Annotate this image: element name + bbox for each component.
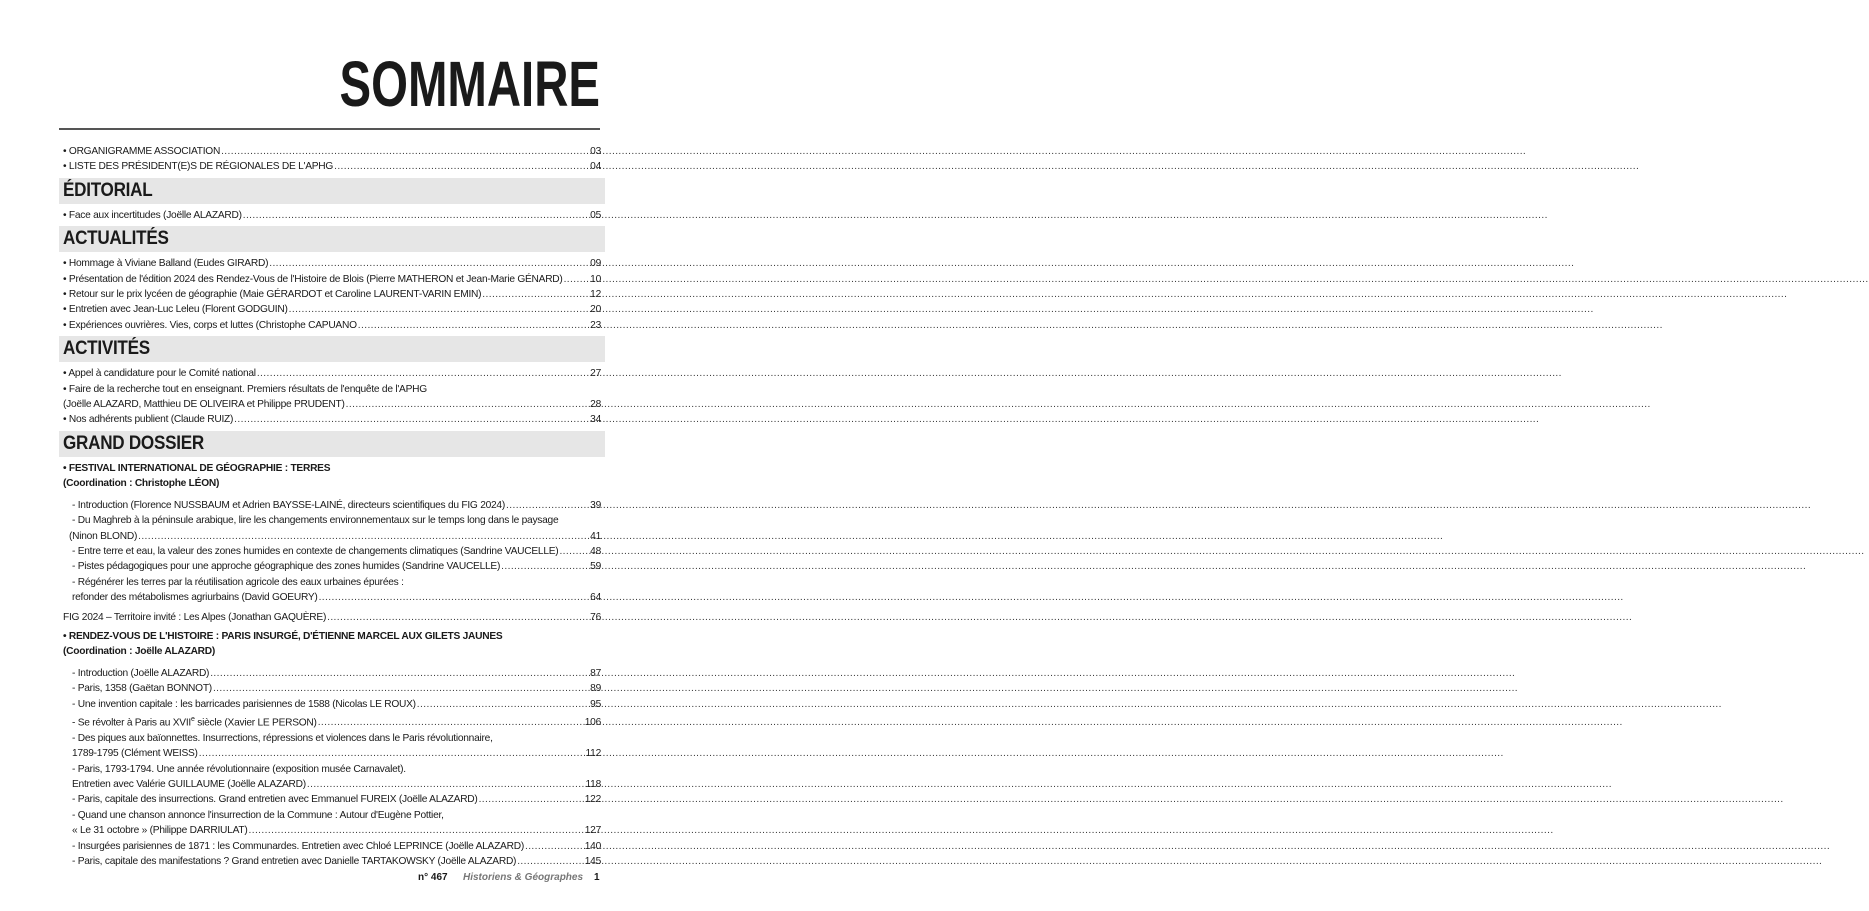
entry-title: • Appel à candidature pour le Comité national (63, 368, 256, 380)
toc-entry[interactable] (72, 854, 601, 869)
entry-page: 64 (590, 592, 601, 604)
entry-title: • Hommage à Viviane Balland (Eudes GIRARD) (63, 258, 269, 270)
entry-title-line[interactable]: - Du Maghreb à la péninsule arabique, lire les changements environnementaux sur le temps long dans le paysage (72, 515, 559, 527)
entry-title: • Retour sur le prix lycéen de géographie (Maie GÉRARDOT et Caroline LAURENT-VARIN EMIN) (63, 289, 482, 301)
entry-page: 112 (585, 748, 601, 760)
entry-title (72, 712, 317, 731)
entry-title: - Introduction (Joëlle ALAZARD) (72, 667, 210, 679)
toc-entry[interactable] (72, 681, 601, 696)
entry-page: 27 (590, 368, 601, 380)
toc-entry[interactable] (63, 302, 601, 317)
dossier-title[interactable]: • RENDEZ-VOUS DE L'HISTOIRE : PARIS INSURGÉ, D'ÉTIENNE MARCEL AUX GILETS JAUNES (63, 630, 503, 642)
leader-dots (243, 208, 589, 223)
entry-page: 34 (590, 414, 601, 426)
toc-entry[interactable] (72, 777, 601, 792)
toc-entry[interactable] (72, 792, 601, 807)
leader-dots (199, 746, 585, 761)
publication-name: Historiens & Géographes (463, 872, 584, 883)
entry-page: 118 (585, 778, 601, 790)
entry-title: FIG 2024 – Territoire invité : Les Alpes (Jonathan GAQUÈRE) (63, 611, 327, 623)
entry-title: « Le 31 octobre » (Philippe DARRIULAT) (72, 825, 248, 837)
toc-entry[interactable] (69, 529, 601, 544)
entry-page: 20 (590, 304, 601, 316)
entry-title: • Présentation de l'édition 2024 des Rendez-Vous de l'Histoire de Blois (Pierre MATHERON et Jean-Marie GÉNARD) (63, 273, 563, 285)
leader-dots (506, 498, 589, 513)
toc-entry[interactable] (72, 666, 601, 681)
leader-dots (417, 697, 589, 712)
entry-page: 89 (590, 683, 601, 695)
entry-page: 127 (584, 825, 601, 837)
leader-dots (517, 854, 584, 869)
entry-title: • Expériences ouvrières. Vies, corps et luttes (Christophe CAPUANO (63, 319, 357, 331)
entry-page: 95 (590, 698, 601, 710)
section-heading-actualites (59, 226, 605, 252)
section-heading-text: ACTIVITÉS (63, 338, 150, 360)
toc-entry[interactable] (63, 366, 601, 381)
entry-page: 05 (590, 209, 601, 221)
section-heading-text: ÉDITORIAL (63, 179, 153, 201)
leader-dots (138, 529, 589, 544)
leader-dots (307, 777, 585, 792)
entry-title: • LISTE DES PRÉSIDENT(E)S DE RÉGIONALES DE L'APHG (63, 161, 334, 173)
entry-title-part: siècle (Xavier LE PERSON) (194, 717, 317, 729)
toc-entry[interactable] (72, 590, 601, 605)
leader-dots (221, 144, 589, 159)
entry-title: refonder des métabolismes agriurbains (David GOEURY) (72, 592, 318, 604)
entry-page: 76 (590, 611, 601, 623)
toc-entry[interactable] (63, 272, 601, 287)
table-of-contents (63, 144, 601, 869)
entry-title: - Paris, capitale des insurrections. Grand entretien avec Emmanuel FUREIX (Joëlle ALAZARD) (72, 794, 478, 806)
issue-number: n° 467 (418, 872, 448, 883)
entry-title: - Insurgées parisiennes de 1871 : les Communardes. Entretien avec Chloé LEPRINCE (Joëlle ALAZARD) (72, 840, 524, 852)
toc-entry[interactable] (63, 256, 601, 271)
dossier-title[interactable]: • FESTIVAL INTERNATIONAL DE GÉOGRAPHIE : TERRES (63, 462, 331, 474)
entry-title: - Paris, 1358 (Gaëtan BONNOT) (72, 683, 212, 695)
entry-title: • Nos adhérents publient (Claude RUIZ) (63, 414, 234, 426)
leader-dots (358, 318, 589, 333)
entry-title-line[interactable]: • Faire de la recherche tout en enseignant. Premiers résultats de l'enquête de l'APHG (63, 383, 427, 395)
entry-page: 106 (584, 717, 601, 729)
toc-entry[interactable] (63, 610, 601, 625)
toc-entry[interactable] (63, 397, 601, 412)
leader-dots (213, 681, 589, 696)
section-heading-text: GRAND DOSSIER (63, 432, 204, 454)
toc-entry[interactable] (63, 159, 601, 174)
entry-page: 48 (590, 545, 601, 557)
entry-page: 145 (584, 856, 601, 868)
page-number: 1 (594, 872, 600, 883)
entry-title: - Une invention capitale : les barricades parisiennes de 1588 (Nicolas LE ROUX) (72, 698, 416, 710)
leader-dots (479, 792, 584, 807)
toc-entry[interactable] (72, 697, 601, 712)
entry-title: • ORGANIGRAMME ASSOCIATION (63, 146, 221, 157)
leader-dots (248, 823, 583, 838)
entry-page: 04 (590, 161, 601, 173)
leader-dots (234, 412, 589, 427)
entry-page: 59 (590, 561, 601, 573)
leader-dots (564, 272, 590, 287)
page-title: SOMMAIRE (339, 48, 600, 120)
entry-title-line[interactable]: - Quand une chanson annonce l'insurrection de la Commune : Autour d'Eugène Pottier, (72, 809, 444, 821)
entry-title: Entretien avec Valérie GUILLAUME (Joëlle ALAZARD) (72, 778, 306, 790)
entry-page: 87 (590, 667, 601, 679)
dossier-coordination: (Coordination : Joëlle ALAZARD) (63, 646, 216, 658)
leader-dots (318, 715, 584, 730)
entry-page: 39 (590, 499, 601, 511)
entry-title: - Paris, capitale des manifestations ? Grand entretien avec Danielle TARTAKOWSKY (Joëlle ALAZARD) (72, 856, 517, 868)
leader-dots (346, 397, 590, 412)
entry-title: (Ninon BLOND) (69, 530, 138, 542)
entry-page: 10 (590, 273, 601, 285)
section-heading-editorial (59, 178, 605, 204)
leader-dots (482, 287, 589, 302)
entry-title-part: - Se révolter à Paris au XVII (72, 717, 192, 729)
entry-title-line[interactable]: - Régénérer les terres par la réutilisation agricole des eaux urbaines épurées : (72, 576, 404, 588)
leader-dots (501, 559, 589, 574)
entry-page: 03 (590, 146, 601, 157)
leader-dots (269, 256, 589, 271)
entry-title: - Introduction (Florence NUSSBAUM et Adrien BAYSSE-LAINÉ, directeurs scientifiques du FIG 2024) (72, 499, 505, 511)
entry-title: 1789-1795 (Clément WEISS) (72, 748, 198, 760)
toc-entry[interactable] (72, 544, 601, 559)
toc-entry[interactable] (63, 412, 601, 427)
toc-entry[interactable] (72, 823, 601, 838)
entry-title: - Pistes pédagogiques pour une approche géographique des zones humides (Sandrine VAUCELLE) (72, 561, 501, 573)
entry-page: 41 (590, 530, 601, 542)
section-heading-activites (59, 336, 605, 362)
entry-title-line[interactable]: - Paris, 1793-1794. Une année révolutionnaire (exposition musée Carnavalet). (72, 763, 406, 775)
section-heading-grand-dossier (59, 431, 605, 457)
toc-entry[interactable] (63, 318, 601, 333)
toc-entry[interactable] (72, 746, 601, 761)
entry-page: 140 (584, 840, 601, 852)
toc-entry[interactable] (72, 712, 601, 731)
entry-title: (Joëlle ALAZARD, Matthieu DE OLIVEIRA et Philippe PRUDENT) (63, 399, 345, 411)
leader-dots (210, 666, 589, 681)
leader-dots (257, 366, 589, 381)
leader-dots (319, 590, 590, 605)
entry-title: • Face aux incertitudes (Joëlle ALAZARD) (63, 209, 242, 221)
entry-page: 28 (590, 399, 601, 411)
superscript: e (191, 715, 195, 723)
dossier-coordination: (Coordination : Christophe LÉON) (63, 478, 220, 490)
entry-title: • Entretien avec Jean-Luc Leleu (Florent GODGUIN) (63, 304, 288, 316)
toc-entry[interactable] (63, 287, 601, 302)
toc-entry[interactable] (63, 144, 601, 159)
leader-dots (559, 544, 589, 559)
entry-page: 12 (590, 289, 601, 301)
toc-entry[interactable] (72, 498, 601, 513)
toc-entry[interactable] (72, 839, 601, 854)
entry-title-line[interactable]: - Des piques aux baïonnettes. Insurrections, répressions et violences dans le Paris révolutionnaire, (72, 732, 493, 744)
leader-dots (289, 302, 590, 317)
entry-page: 122 (584, 794, 601, 806)
toc-entry[interactable] (63, 208, 601, 223)
title-rule (59, 128, 600, 130)
entry-page: 09 (590, 258, 601, 270)
leader-dots (334, 159, 589, 174)
leader-dots (327, 610, 589, 625)
toc-entry[interactable] (72, 559, 601, 574)
entry-title: - Entre terre et eau, la valeur des zones humides en contexte de changements climatiques (Sandrine VAUCELLE) (72, 545, 559, 557)
leader-dots (525, 839, 584, 854)
entry-page: 23 (590, 319, 601, 331)
section-heading-text: ACTUALITÉS (63, 228, 169, 250)
